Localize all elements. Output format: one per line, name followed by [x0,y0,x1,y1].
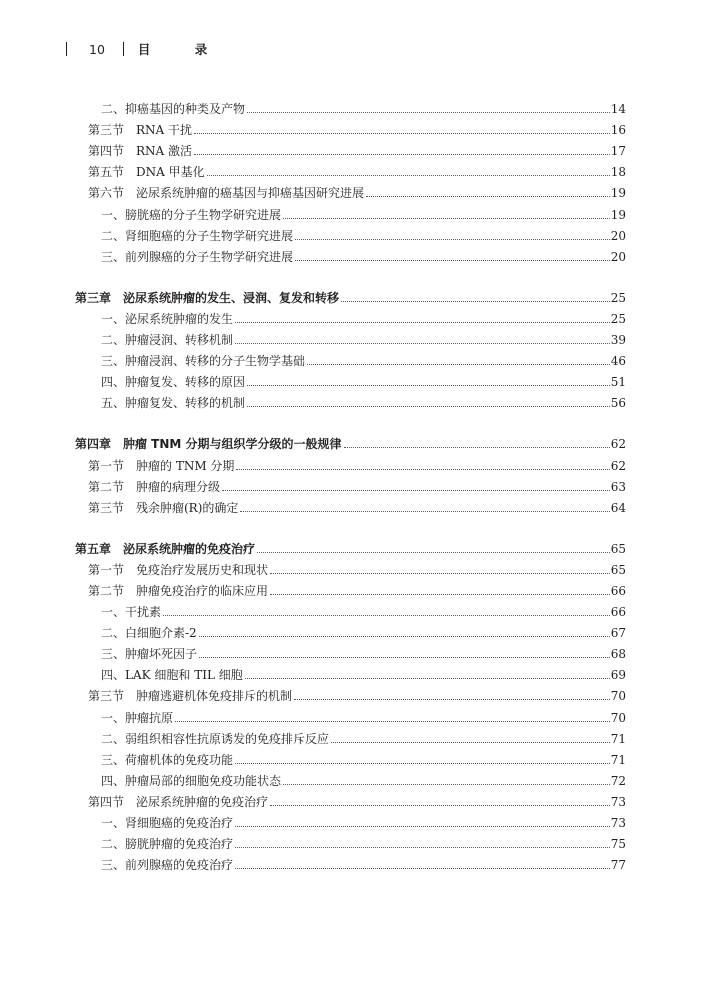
leader-dots [199,656,610,658]
toc-item-entry [75,222,626,243]
header-title: 目 录 [137,42,228,57]
chapter-gap [75,515,626,535]
toc-entry-page: 19 [610,186,626,201]
toc-entry-page: 69 [610,668,626,683]
toc-entry-label: 第一节 免疫治疗发展历史和现状 [88,562,269,577]
leader-dots [295,259,610,261]
leader-dots [247,384,610,386]
toc-entry-page: 25 [610,290,626,305]
toc-entry-page: 72 [610,773,626,788]
toc-entry-page: 63 [610,479,626,494]
toc-item-entry [75,95,626,116]
toc-entry-page: 75 [610,837,626,852]
toc-item-entry [75,767,626,788]
toc-entry-page: 65 [610,541,626,556]
toc-entry-page: 51 [610,375,626,390]
toc-section-entry [75,137,626,158]
toc-section-entry [75,473,626,494]
toc-entry-label: 三、前列腺癌的分子生物学研究进展 [101,249,294,264]
chapter-gap [75,264,626,284]
toc-item-entry [75,703,626,724]
running-header [66,38,227,60]
page-number: 10 [89,41,105,57]
chapter-gap [75,410,626,430]
toc-entry-label: 五、肿瘤复发、转移的机制 [101,396,246,411]
toc-item-entry [75,725,626,746]
leader-dots [294,698,610,700]
leader-dots [341,300,610,302]
leader-dots [235,342,610,344]
toc-entry-page: 39 [610,333,626,348]
toc-entry-label: 第三章 泌尿系统肿瘤的发生、浸润、复发和转移 [75,290,340,305]
leader-dots [270,593,610,595]
toc-entry-page: 73 [610,794,626,809]
leader-dots [207,174,610,176]
header-divider [123,42,124,56]
toc-item-entry [75,619,626,640]
toc-item-entry [75,809,626,830]
toc-chapter-entry [75,430,626,451]
toc-entry-page: 20 [610,228,626,243]
toc-item-entry [75,851,626,872]
leader-dots [270,804,610,806]
leader-dots [245,677,610,679]
leader-dots [163,614,610,616]
header-divider [66,42,67,56]
toc-item-entry [75,200,626,221]
toc-entry-label: 第四节 泌尿系统肿瘤的免疫治疗 [88,794,269,809]
leader-dots [283,217,610,219]
leader-dots [331,741,610,743]
leader-dots [307,363,610,365]
toc-entry-label: 一、肿瘤抗原 [101,710,174,725]
leader-dots [344,446,610,448]
toc-section-entry [75,158,626,179]
toc-entry-label: 一、肾细胞癌的免疫治疗 [101,816,234,830]
toc-entry-page: 62 [610,437,626,452]
toc-section-entry [75,556,626,577]
toc-entry-label: 第三节 肿瘤逃避机体免疫排斥的机制 [88,689,293,704]
toc-entry-label: 三、肿瘤浸润、转移的分子生物学基础 [101,354,306,369]
toc-entry-label: 第二节 肿瘤的病理分级 [88,479,221,494]
toc-entry-label: 第四节 RNA 激活 [88,144,193,159]
toc-entry-label: 二、肿瘤浸润、转移机制 [101,333,234,348]
toc-entry-page: 66 [610,583,626,598]
leader-dots [236,468,609,470]
toc-entry-label: 三、荷瘤机体的免疫功能 [101,752,234,767]
toc-entry-page: 18 [610,165,626,180]
toc-entry-label: 第二节 肿瘤免疫治疗的临床应用 [88,583,269,598]
toc-entry-page: 70 [610,689,626,704]
leader-dots [283,783,610,785]
toc-entry-label: 一、干扰素 [101,605,162,620]
toc-section-entry [75,577,626,598]
toc-entry-page: 56 [610,396,626,411]
toc-entry-page: 46 [610,354,626,369]
toc-item-entry [75,746,626,767]
toc-entry-label: 第三节 残余肿瘤(R)的确定 [88,500,239,515]
toc-entry-label: 二、白细胞介素-2 [101,626,197,641]
toc-entry-page: 77 [610,858,626,873]
toc-entry-page: 64 [610,500,626,515]
toc-section-entry [75,788,626,809]
toc-chapter-entry [75,284,626,305]
toc-entry-page: 66 [610,605,626,620]
toc-entry-page: 67 [610,626,626,641]
leader-dots [247,405,610,407]
toc-entry-label: 第五节 DNA 甲基化 [88,165,205,180]
leader-dots [222,489,610,491]
toc-entry-label: 四、肿瘤复发、转移的原因 [101,375,246,390]
leader-dots [235,321,610,323]
toc-item-entry [75,661,626,682]
toc-entry-label: 第六节 泌尿系统肿瘤的癌基因与抑癌基因研究进展 [88,186,365,201]
leader-dots [247,111,610,113]
toc-entry-label: 一、泌尿系统肿瘤的发生 [101,311,234,326]
toc-entry-label: 四、肿瘤局部的细胞免疫功能状态 [101,773,282,788]
table-of-contents [75,95,626,872]
toc-entry-page: 68 [610,647,626,662]
toc-entry-label: 三、肿瘤坏死因子 [101,647,198,662]
toc-entry-label: 第四章 肿瘤 TNM 分期与组织学分级的一般规律 [75,437,342,452]
toc-entry-label: 第五章 泌尿系统肿瘤的免疫治疗 [75,541,256,556]
toc-entry-page: 16 [610,123,626,138]
toc-entry-page: 73 [610,816,626,830]
leader-dots [235,762,610,764]
toc-item-entry [75,830,626,851]
leader-dots [199,635,610,637]
toc-entry-page: 19 [610,207,626,222]
leader-dots [235,825,610,827]
toc-entry-label: 三、前列腺癌的免疫治疗 [101,858,234,873]
toc-entry-page: 25 [610,311,626,326]
leader-dots [235,867,610,869]
toc-item-entry [75,347,626,368]
toc-item-entry [75,305,626,326]
toc-entry-page: 14 [610,102,626,117]
toc-item-entry [75,326,626,347]
toc-entry-page: 20 [610,249,626,264]
toc-entry-label: 二、肾细胞癌的分子生物学研究进展 [101,228,294,243]
toc-section-entry [75,116,626,137]
toc-entry-label: 二、抑癌基因的种类及产物 [101,102,246,117]
toc-entry-label: 一、膀胱癌的分子生物学研究进展 [101,207,282,222]
toc-section-entry [75,179,626,200]
leader-dots [175,720,610,722]
leader-dots [295,238,610,240]
leader-dots [194,153,610,155]
toc-section-entry [75,682,626,703]
leader-dots [366,195,610,197]
toc-item-entry [75,368,626,389]
toc-item-entry [75,243,626,264]
toc-item-entry [75,598,626,619]
leader-dots [240,510,609,512]
toc-entry-page: 70 [610,710,626,725]
leader-dots [257,551,610,553]
leader-dots [194,132,610,134]
toc-section-entry [75,494,626,515]
toc-entry-page: 71 [610,731,626,746]
toc-entry-label: 第一节 肿瘤的 TNM 分期 [88,458,235,473]
toc-entry-page: 17 [610,144,626,159]
toc-entry-label: 第三节 RNA 干扰 [88,123,193,138]
leader-dots [235,846,610,848]
toc-chapter-entry [75,535,626,556]
toc-entry-page: 65 [610,562,626,577]
toc-entry-label: 二、膀胱肿瘤的免疫治疗 [101,837,234,852]
leader-dots [270,572,610,574]
toc-entry-label: 二、弱组织相容性抗原诱发的免疫排斥反应 [101,731,330,746]
toc-entry-label: 四、LAK 细胞和 TIL 细胞 [101,668,243,683]
toc-item-entry [75,389,626,410]
toc-section-entry [75,451,626,472]
toc-entry-page: 71 [610,752,626,767]
toc-entry-page: 62 [610,458,626,473]
toc-item-entry [75,640,626,661]
